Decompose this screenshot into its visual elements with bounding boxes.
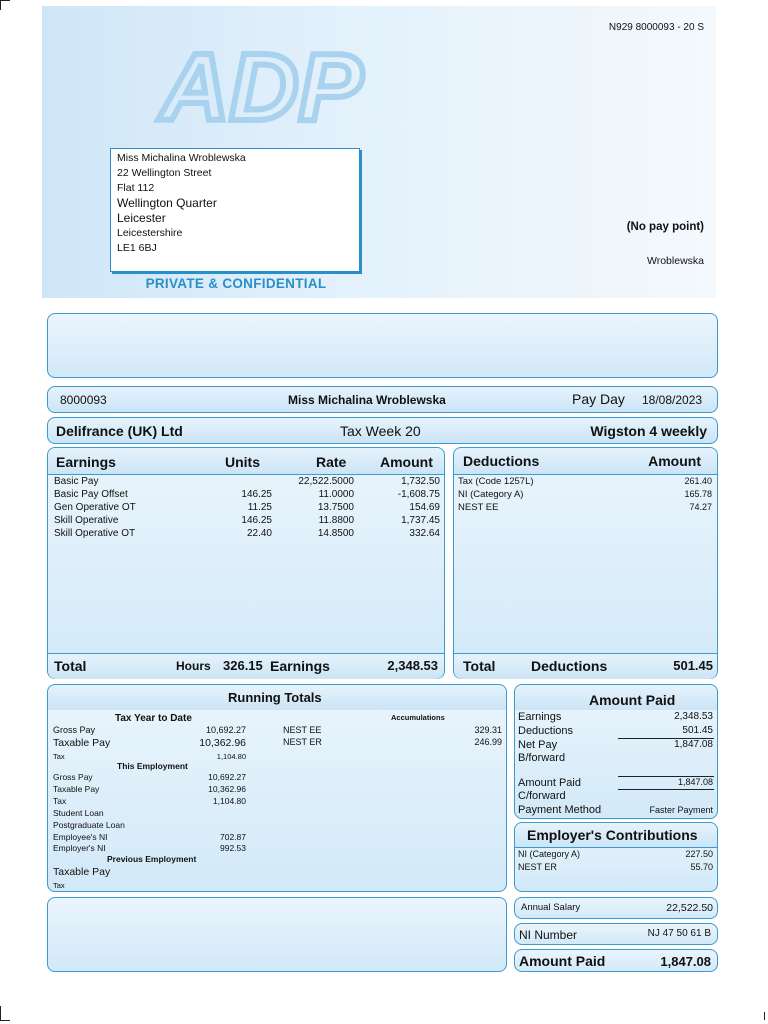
ytd-label: Taxable Pay [53,737,111,749]
paid-value: 501.45 [682,725,713,736]
employer-label: NEST ER [518,862,557,872]
crop-mark [0,0,10,10]
deductions-total-row [454,653,717,679]
earning-amount: -1,608.75 [397,489,440,500]
paid-value: 1,847.08 [674,739,713,750]
paid-label: Net Pay [518,739,558,751]
amount-paid-title: Amount Paid [589,692,676,708]
earning-desc: Basic Pay [54,476,99,487]
acc-value: 246.99 [474,737,502,747]
employee-name: Miss Michalina Wroblewska [288,393,446,407]
this-value: 702.87 [220,832,246,842]
earnings-total-label: Total [54,658,87,674]
address-line: Leicestershire [117,227,183,239]
employer-contributions-panel [514,822,718,892]
ni-number-box [514,923,718,945]
earnings-label: Earnings [270,658,330,674]
deduction-amount: 165.78 [684,489,712,499]
paid-value: 1,847.08 [677,777,713,787]
payslip-reference: N929 8000093 - 20 S [608,22,704,33]
total-hours: 326.15 [223,658,263,673]
earning-desc: Gen Operative OT [54,502,136,513]
earnings-panel [47,447,445,679]
address-line: Flat 112 [117,182,155,194]
earning-rate: 22,522.5000 [298,476,354,487]
deductions-rows [458,475,712,514]
paid-label: C/forward [518,790,566,802]
address-line: LE1 6BJ [117,242,157,254]
earning-desc: Skill Operative [54,515,119,526]
earning-rate: 11.0000 [318,489,354,500]
annual-salary: 22,522.50 [666,902,713,914]
earning-units: 22.40 [246,528,272,539]
table-row [458,475,712,488]
this-label: Taxable Pay [53,784,100,794]
deduction-desc: NEST EE [458,502,499,513]
earnings-rows [54,475,440,540]
deductions-panel [453,447,718,679]
pay-day-label: Pay Day [572,391,625,407]
earning-amount: 154.69 [409,502,440,513]
earning-rate: 11.8800 [318,515,354,526]
units-header: Units [225,454,260,470]
running-totals-title: Running Totals [228,690,322,705]
paid-label: Deductions [518,725,574,737]
employee-number: 8000093 [60,393,107,407]
ytd-value: 10,362.96 [199,737,246,749]
this-value: 10,692.27 [208,772,246,782]
notes-panel [47,897,507,972]
acc-value: 329.31 [474,725,502,735]
deduction-desc: NI (Category A) [458,489,524,500]
deduction-amount: 261.40 [684,476,712,486]
this-value: 992.53 [220,843,246,853]
ni-number: NJ 47 50 61 B [647,928,711,939]
table-row [54,527,440,540]
earning-units: 146.25 [241,515,272,526]
company-name: Delifrance (UK) Ltd [56,423,183,439]
table-row [54,488,440,501]
paid-label: Earnings [518,711,562,723]
crop-mark [756,1012,765,1020]
address-line: 22 Wellington Street [117,167,212,179]
tax-week: Tax Week 20 [340,423,421,439]
deductions-total-label: Total [463,658,496,674]
amount-paid-summary-label: Amount Paid [519,953,606,969]
this-label: Gross Pay [53,772,93,782]
employer-title: Employer's Contributions [527,827,698,843]
annual-salary-label: Annual Salary [521,902,581,913]
this-label: Employee's NI [53,832,108,842]
this-value: 10,362.96 [208,784,246,794]
ytd-label: Gross Pay [53,725,96,735]
annual-salary-box [514,897,718,919]
paid-label: B/forward [518,752,566,764]
acc-label: NEST EE [283,725,322,735]
crop-mark [0,1006,10,1021]
amount-paid-summary-box [514,949,718,972]
message-panel [47,313,718,378]
earnings-total-row [48,653,444,679]
deduction-desc: Tax (Code 1257L) [458,476,534,487]
table-row [54,501,440,514]
earning-units: 11.25 [247,502,272,513]
deductions-amount-header: Amount [648,453,701,469]
employer-value: 55.70 [690,862,713,872]
logo-text: ADP [160,34,363,132]
running-totals-panel [47,684,507,892]
earning-amount: 1,737.45 [401,515,440,526]
table-row [458,501,712,514]
ytd-value: 1,104.80 [216,752,246,761]
amount-paid-panel [514,684,718,819]
earning-units: 146.25 [241,489,272,500]
employer-value: 227.50 [685,849,713,859]
paid-label: Payment Method [518,804,602,816]
ytd-title: Tax Year to Date [115,713,192,724]
prev-label: Taxable Pay [53,866,111,878]
earning-amount: 332.64 [409,528,440,539]
deduction-amount: 74.27 [689,502,712,512]
amount-header: Amount [380,454,433,470]
earning-rate: 13.7500 [317,502,354,513]
location: Wigston 4 weekly [590,423,707,439]
address-line: Leicester [117,211,166,225]
adp-logo [150,32,370,132]
table-row [54,475,440,488]
deductions-title: Deductions [463,453,540,469]
accumulations-title: Accumulations [391,713,445,722]
divider [618,789,714,790]
address-line: Wellington Quarter [117,196,217,210]
pay-day: 18/08/2023 [642,393,703,407]
address-line: Miss Michalina Wroblewska [117,152,246,164]
earnings-total: 2,348.53 [387,658,438,673]
rate-header: Rate [316,454,347,470]
amount-paid-summary: 1,847.08 [660,954,711,969]
company-row [47,417,718,444]
hours-label: Hours [176,659,211,673]
paid-label: Amount Paid [518,777,581,789]
ytd-value: 10,692.27 [205,725,246,735]
earning-desc: Skill Operative OT [54,528,136,539]
surname-label: Wroblewska [647,255,704,267]
pay-point: (No pay point) [626,221,704,233]
deductions-total: 501.45 [673,658,713,673]
table-row [458,488,712,501]
this-label: Tax [53,796,67,806]
confidential-label: PRIVATE & CONFIDENTIAL [145,276,327,291]
prev-label: Tax [53,881,65,890]
this-value: 1,104.80 [212,796,246,806]
this-label: Postgraduate Loan [53,820,125,830]
earning-desc: Basic Pay Offset [54,489,128,500]
payment-method: Faster Payment [649,805,713,815]
ytd-label: Tax [53,752,65,761]
paid-value: 2,348.53 [674,711,713,722]
employee-row [47,386,718,413]
acc-label: NEST ER [283,737,322,747]
previous-employment-title: Previous Employment [107,854,197,864]
this-label: Student Loan [53,808,104,818]
address-box [110,148,360,272]
this-employment-title: This Employment [117,761,188,771]
ni-number-label: NI Number [519,928,578,942]
deductions-label: Deductions [531,658,608,674]
earning-amount: 1,732.50 [401,476,440,487]
earnings-title: Earnings [56,454,116,470]
this-label: Employer's NI [53,843,106,853]
table-row [54,514,440,527]
employer-label: NI (Category A) [518,849,581,859]
earning-rate: 14.8500 [317,528,354,539]
